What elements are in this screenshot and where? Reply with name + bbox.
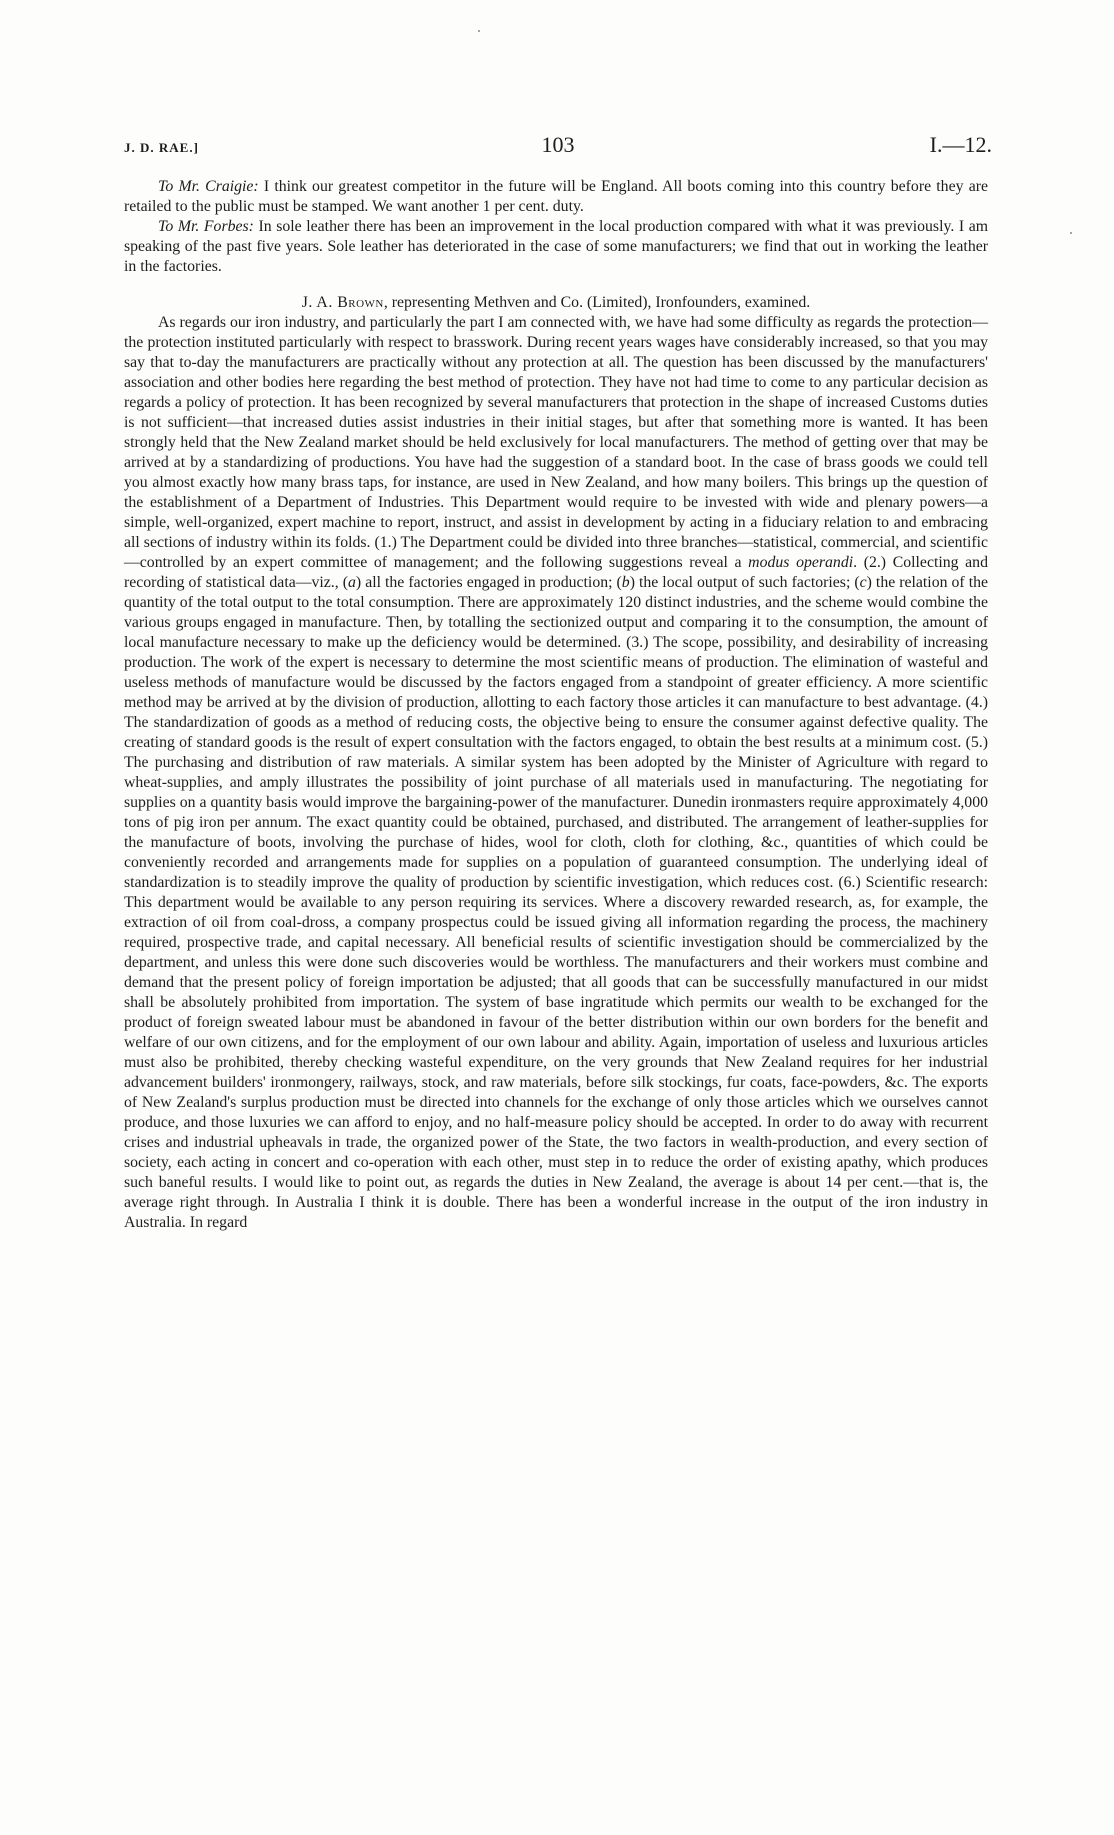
evidence-text: As regards our iron industry, and particularly the part I am connected with, we have had some difficulty as regards the protection—the protection instituted particularly with respect to brasswork. During recent years wages have considerably increased, so that you may say that to-day the manufacturers are practically without any protection at all. The question has been discussed by the manufacturers' association and other bodies here regarding the best method of protection. They have not had time to come to any particular decision as regards a policy of protection. It has been recognized by several manufacturers that protection in the shape of increased Customs duties is not sufficient—that increased duties assist industries in their initial stages, but after that something more is wanted. It has been strongly held that the New Zealand market should be held exclusively for local manufacturers. The method of getting over that may be arrived at by a standardizing of productions. You have had the suggestion of a standard boot. In the case of brass goods we could tell you almost exactly how many brass taps, for instance, are used in New Zealand, and how many boilers. This brings up the question of the establishment of a Department of Industries. This Department would require to be invested with wide and plenary powers—a simple, well-organized, expert machine to report, instruct, and assist in development by acting in a fiduciary relation to and embracing all sections of industry within its folds. (1.) The Department could be divided into three branches—statistical, commercial, and scientific—controlled by an expert committee of management; and the following suggestions reveal a [124, 314, 988, 571]
latin-phrase: modus operandi [748, 554, 854, 571]
running-head-left: J. D. RAE.] [124, 140, 199, 155]
evidence-paragraph [124, 313, 988, 1233]
paragraph-text: I think our greatest competitor in the future will be England. All boots coming into this country before they are retailed to the public must be stamped. We want another 1 per cent. duty. [124, 178, 988, 215]
scan-speck [1070, 232, 1072, 234]
testimony-paragraph [124, 217, 988, 277]
page-number: 103 [541, 132, 575, 157]
addressee: To Mr. Forbes: [158, 218, 254, 235]
addressee: To Mr. Craigie: [158, 178, 259, 195]
document-body [124, 177, 988, 1233]
evidence-text: the local output of such factories; [634, 574, 855, 591]
scan-speck [478, 30, 480, 32]
witness-name: J. A. Brown [301, 294, 384, 311]
document-reference: I.—12. [929, 132, 992, 157]
list-marker: (c) [854, 574, 872, 591]
witness-description: , representing Methven and Co. (Limited), Ironfounders, examined. [383, 294, 811, 311]
list-marker: (b) [616, 574, 635, 591]
evidence-text: all the factories engaged in production; [361, 574, 617, 591]
witness-heading [124, 293, 988, 313]
evidence-text: . (2.) Collecting and recording of statistical data—viz., [124, 554, 988, 591]
list-marker: (a) [342, 574, 362, 591]
evidence-text: the relation of the quantity of the total output to the total consumption. There are approximately 120 distinct industries, and the scheme would combine the various groups engaged in manufacture. Then, by totalling the sectionized output and comparing it to the consumption, the amount of local manufacture necessary to make up the deficiency would be determined. (3.) The scope, possibility, and desirability of increasing production. The work of the expert is necessary to determine the most scientific means of production. The elimination of wasteful and useless methods of manufacture would be discussed by the factors engaged from a standpoint of greater efficiency. A more scientific method may be arrived at by the division of production, allotting to each factory those articles it can manufacture to best advantage. (4.) The standardization of goods as a method of reducing costs, the objective being to ensure the consumer against defective quality. The creating of standard goods is the result of expert consultation with the factors engaged, to obtain the best results at a minimum cost. (5.) The purchasing and distribution of raw materials. A similar system has been adopted by the Minister of Agriculture with regard to wheat-supplies, and amply illustrates the possibility of joint purchase of all materials used in manufacturing. The negotiating for supplies on a quantity basis would improve the bargaining-power of the manufacturer. Dunedin ironmasters require approximately 4,000 tons of pig iron per annum. The exact quantity could be obtained, purchased, and distributed. The arrangement of leather-supplies for the manufacture of boots, involving the purchase of hides, wool for cloth, cloth for clothing, &c., quantities of which could be conveniently recorded and arrangements made for supplies on a population of guaranteed consumption. The underlying ideal of standardization is to steadily improve the quality of production by scientific investigation, which reduces cost. (6.) Scientific research: This department would be available to any person requiring its services. Where a discovery rewarded research, as, for example, the extraction of oil from coal-dross, a company prospectus could be issued giving all information regarding the process, the machinery required, prospective trade, and capital necessary. All beneficial results of scientific investigation should be commercialized by the department, and unless this were done such discoveries would be worthless. The manufacturers and their workers must combine and demand that the present policy of foreign importation be adjusted; that all goods that can be successfully manufactured in our midst shall be absolutely prohibited from importation. The system of base ingratitude which permits our wealth to be exchanged for the product of foreign sweated labour must be abandoned in favour of the better distribution within our own borders for the benefit and welfare of our own citizens, and for the employment of our own labour and ability. Again, importation of useless and luxurious articles must also be prohibited, thereby checking wasteful expenditure, on the very grounds that New Zealand requires for her industrial advancement builders' ironmongery, railways, stock, and raw materials, before silk stockings, fur coats, face-powders, &c. The exports of New Zealand's surplus production must be directed into channels for the exchange of only those articles which we ourselves cannot produce, and those luxuries we can afford to enjoy, and no half-measure policy should be accepted. In order to do away with recurrent crises and industrial upheavals in trade, the organized power of the State, the two factors in wealth-production, and every section of society, each acting in concert and co-operation with each other, must step in to reduce the order of existing apathy, which produces such baneful results. I would like to point out, as regards the duties in New Zealand, the average is about 14 per cent.—that is, the average right through. In Australia I think it is double. There has been a wonderful increase in the output of the iron industry in Australia. In regard [124, 574, 988, 1231]
paragraph-text: In sole leather there has been an improvement in the local production compared with what it was previously. I am speaking of the past five years. Sole leather has deteriorated in the case of some manufacturers; we find that out in working the leather in the factories. [124, 218, 988, 275]
page-header [124, 132, 992, 168]
testimony-paragraph [124, 177, 988, 217]
